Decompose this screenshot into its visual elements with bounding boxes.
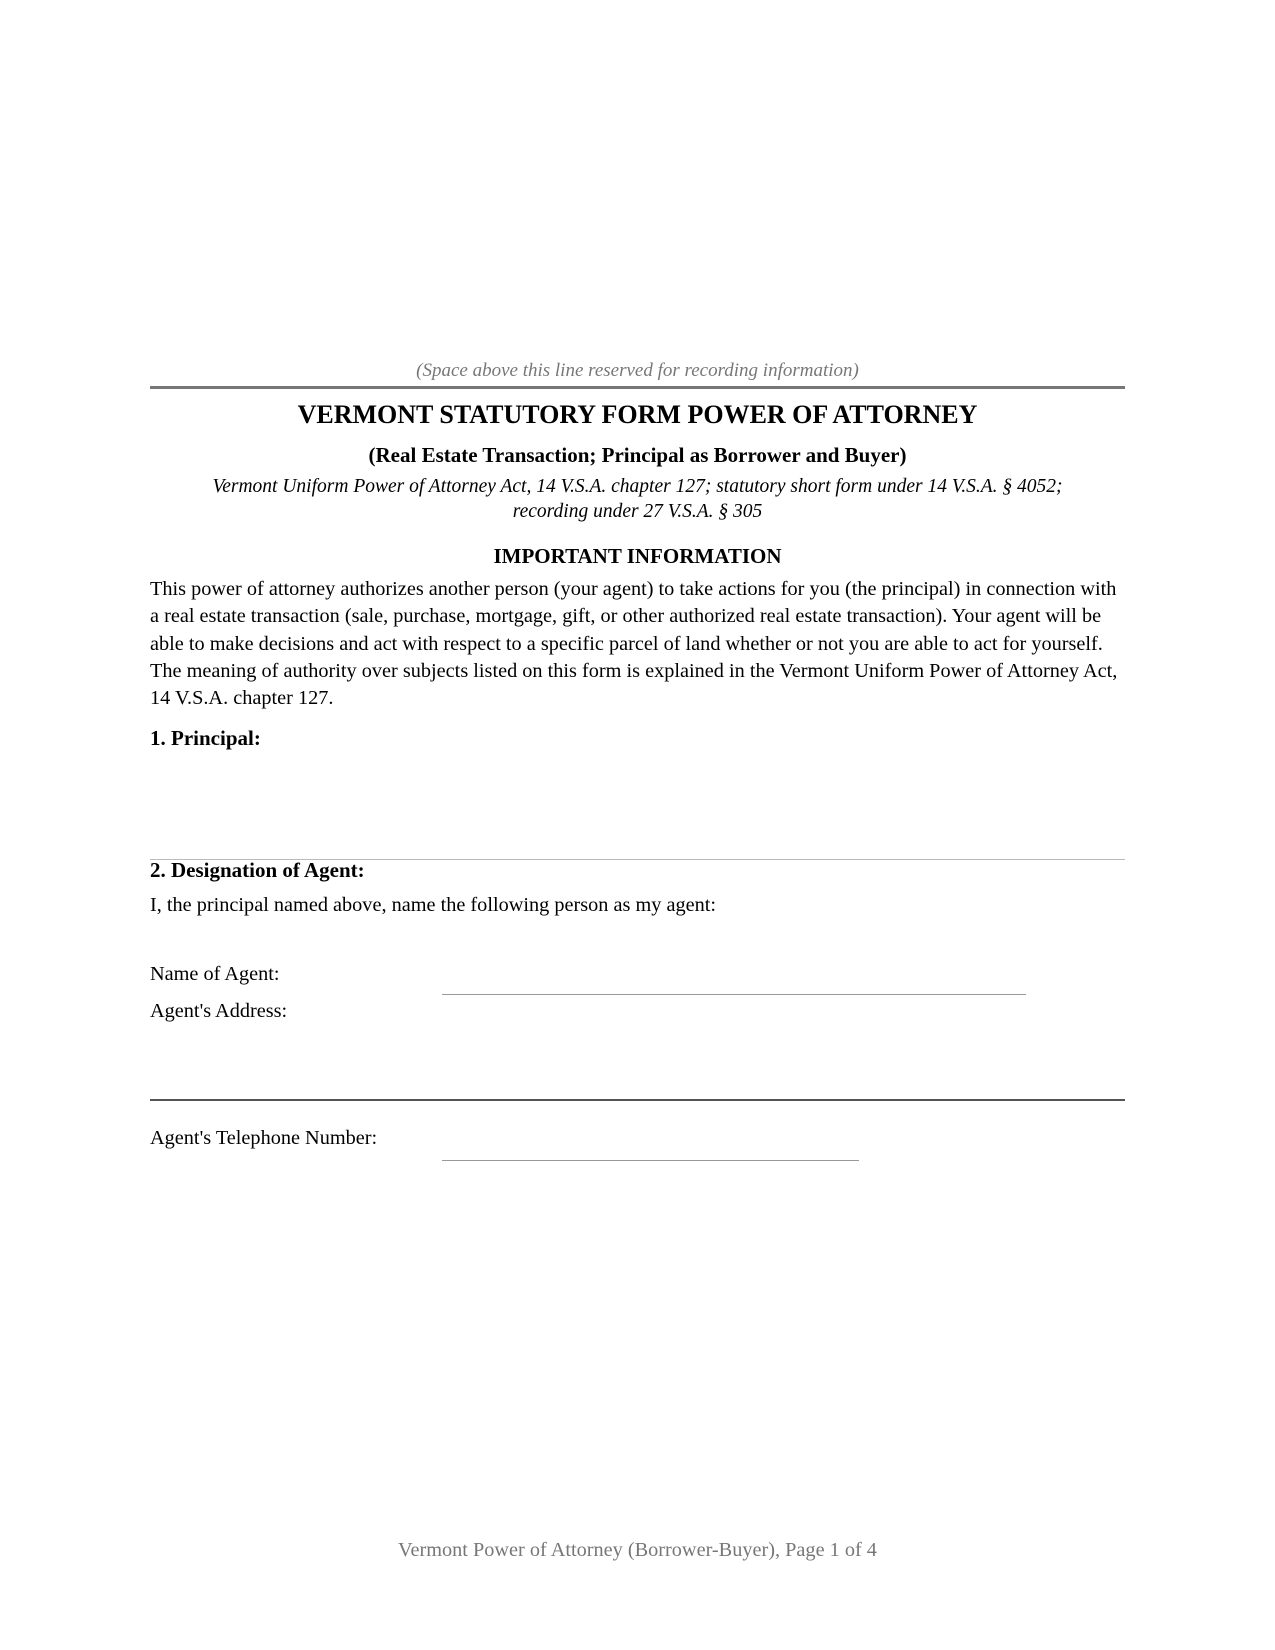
page-footer: Vermont Power of Attorney (Borrower-Buyer), Page 1 of 4 bbox=[398, 1539, 877, 1561]
citation-line-2: recording under 27 V.S.A. § 305 bbox=[512, 501, 763, 522]
agent-name-label: Name of Agent: bbox=[150, 963, 280, 985]
agent-section-heading: 2. Designation of Agent: bbox=[150, 858, 365, 882]
agent-phone-label: Agent's Telephone Number: bbox=[150, 1127, 378, 1149]
agent-phone-field[interactable] bbox=[442, 1160, 859, 1161]
agent-designation-intro: I, the principal named above, name the following person as my agent: bbox=[150, 894, 717, 916]
citation-line-1: Vermont Uniform Power of Attorney Act, 14 V.S.A. chapter 127; statutory short form under 14 V.S.A. § 4052; bbox=[212, 476, 1063, 497]
important-information-body: This power of attorney authorizes another person (your agent) to take actions for you (the principal) in connection with a real estate transaction (sale, purchase, mortgage, gift, or other authorized real estate transaction). Your agent will be able to make decisions and act with respect to a specific parcel of land whether or not you are able to act for yourself. The meaning of authority over subjects listed on this form is explained in the Vermont Uniform Power of Attorney Act, 14 V.S.A. chapter 127. bbox=[150, 578, 1118, 710]
agent-name-field[interactable] bbox=[442, 994, 1026, 995]
document-title: VERMONT STATUTORY FORM POWER OF ATTORNEY bbox=[297, 400, 978, 429]
recording-divider bbox=[150, 386, 1125, 389]
document-subtitle: (Real Estate Transaction; Principal as Borrower and Buyer) bbox=[368, 443, 907, 467]
principal-section-heading: 1. Principal: bbox=[150, 726, 261, 750]
agent-address-label: Agent's Address: bbox=[150, 1000, 288, 1022]
statutory-citation bbox=[150, 474, 1125, 524]
important-information-heading: IMPORTANT INFORMATION bbox=[493, 544, 782, 568]
recording-space-note: (Space above this line reserved for recording information) bbox=[416, 360, 859, 381]
agent-address-field[interactable] bbox=[150, 1099, 1125, 1101]
